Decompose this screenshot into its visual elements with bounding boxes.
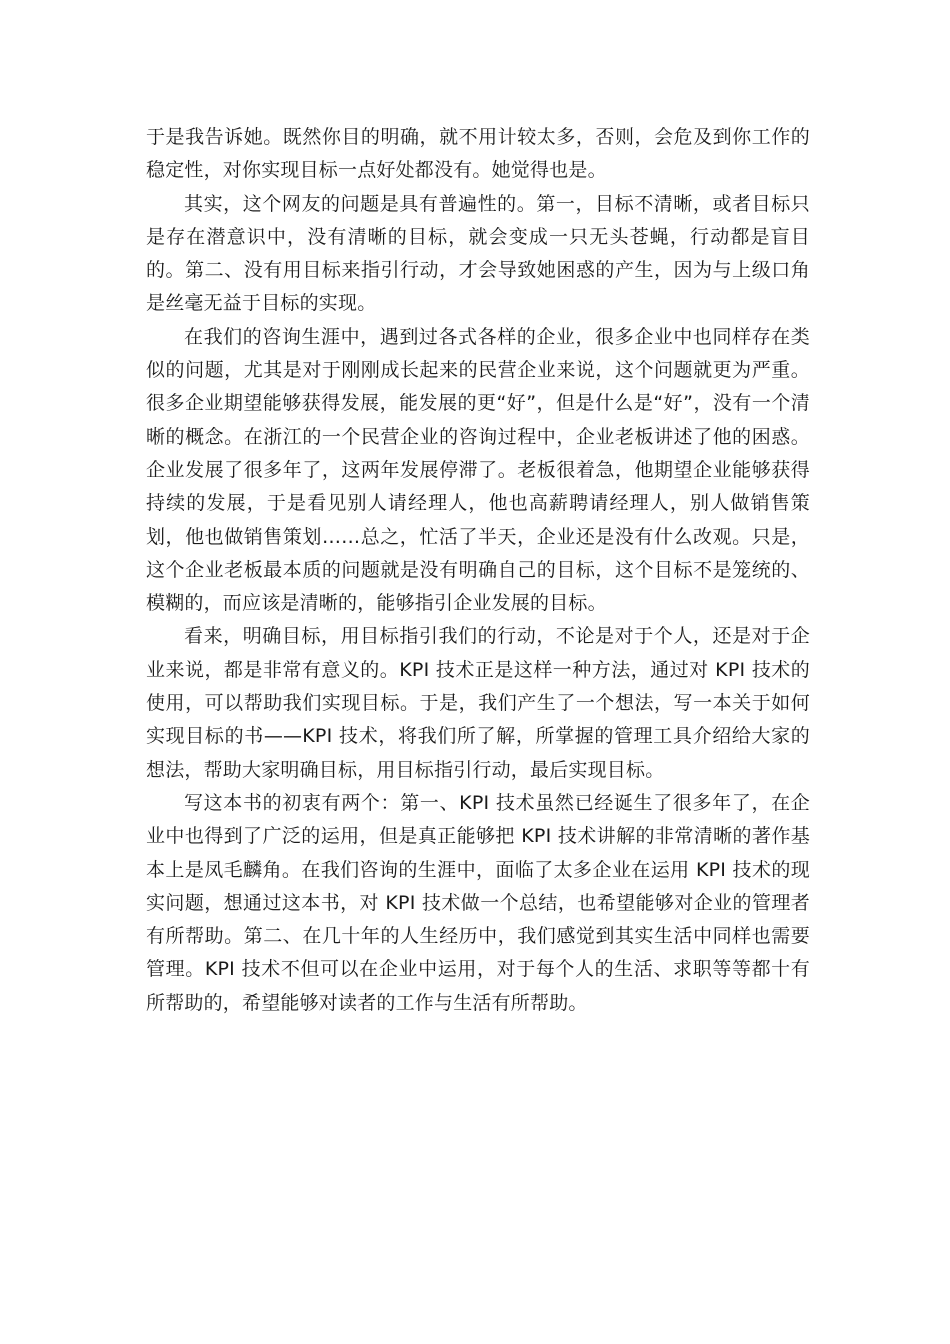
paragraph-1: 于是我告诉她。既然你目的明确，就不用计较太多，否则，会危及到你工作的稳定性，对你实现目标一点好处都没有。她觉得也是。 bbox=[146, 126, 810, 182]
paragraph-5: 写这本书的初衷有两个：第一、KPI 技术虽然已经诞生了很多年了，在企业中也得到了广泛的运用，但是真正能够把 KPI 技术讲解的非常清晰的著作基本上是凤毛麟角。在我们咨询的生涯中，面临了太多企业在运用 KPI 技术的现实问题，想通过这本书，对 KPI 技术做一个总结，也希望能够对企业的管理者有所帮助。第二、在几十年的人生经历中，我们感觉到其实生活中同样也需要管理。KPI 技术不但可以在企业中运用，对于每个人的生活、求职等等都十有所帮助的，希望能够对读者的工作与生活有所帮助。 bbox=[146, 791, 810, 1014]
paragraph-4: 看来，明确目标，用目标指引我们的行动，不论是对于个人，还是对于企业来说，都是非常有意义的。KPI 技术正是这样一种方法，通过对 KPI 技术的使用，可以帮助我们实现目标。于是，我们产生了一个想法，写一本关于如何实现目标的书——KPI 技术，将我们所了解，所掌握的管理工具介绍给大家的想法，帮助大家明确目标，用目标指引行动，最后实现目标。 bbox=[146, 625, 810, 781]
paragraph-2: 其实，这个网友的问题是具有普遍性的。第一，目标不清晰，或者目标只是存在潜意识中，没有清晰的目标，就会变成一只无头苍蝇，行动都是盲目的。第二、没有用目标来指引行动，才会导致她困惑的产生，因为与上级口角是丝毫无益于目标的实现。 bbox=[146, 192, 810, 315]
document-body bbox=[146, 121, 810, 1020]
paragraph-3: 在我们的咨询生涯中，遇到过各式各样的企业，很多企业中也同样存在类似的问题，尤其是对于刚刚成长起来的民营企业来说，这个问题就更为严重。很多企业期望能够获得发展，能发展的更“好”，但是什么是“好”，没有一个清晰的概念。在浙江的一个民营企业的咨询过程中，企业老板讲述了他的困惑。企业发展了很多年了，这两年发展停滞了。老板很着急，他期望企业能够获得持续的发展，于是看见别人请经理人，他也高薪聘请经理人，别人做销售策划，他也做销售策划……总之，忙活了半天，企业还是没有什么改观。只是，这个企业老板最本质的问题就是没有明确自己的目标，这个目标不是笼统的、模糊的，而应该是清晰的，能够指引企业发展的目标。 bbox=[146, 325, 810, 615]
